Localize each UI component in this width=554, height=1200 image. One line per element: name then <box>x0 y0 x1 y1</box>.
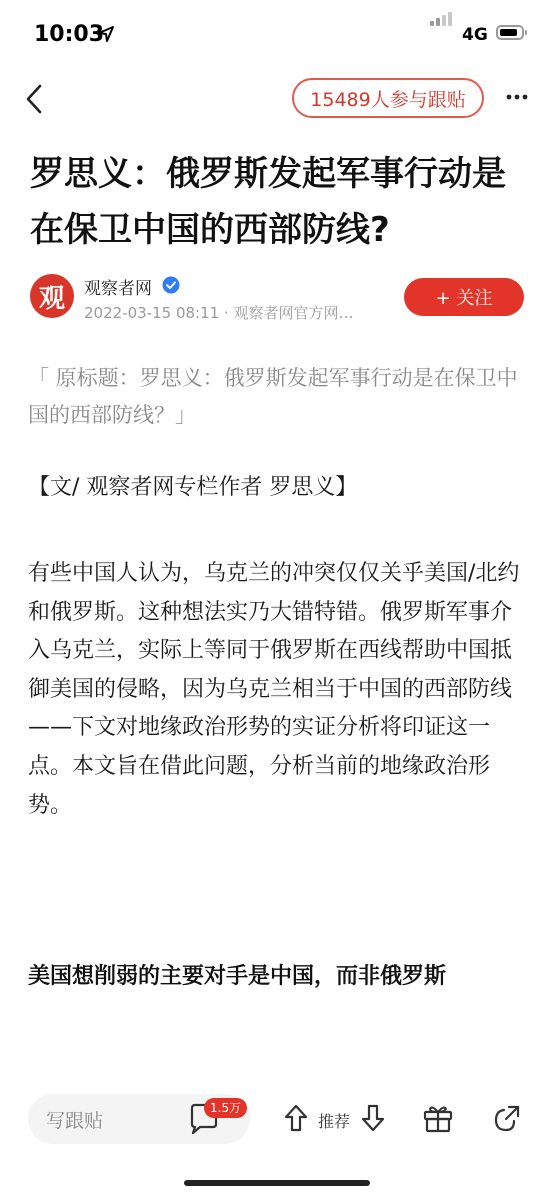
avatar-text: 观 <box>38 283 65 314</box>
author-meta: 2022-03-15 08:11 · 观察者网官方网… <box>84 304 354 322</box>
home-indicator[interactable] <box>184 1180 370 1186</box>
recommend-label: 推荐 <box>318 1112 351 1131</box>
section-heading: 美国想削弱的主要对手是中国，而非俄罗斯 <box>28 964 447 989</box>
comment-input-placeholder: 写跟贴 <box>46 1110 104 1132</box>
bottom-action-bar <box>0 1088 554 1150</box>
verified-badge-icon <box>162 276 180 294</box>
thumb-up-arrow-icon[interactable] <box>283 1103 309 1133</box>
follow-button[interactable]: + 关注 <box>404 278 524 316</box>
network-type: 4G <box>462 25 488 45</box>
thumb-down-arrow-icon[interactable] <box>360 1103 386 1133</box>
article-byline: 【文/ 观察者网专栏作者 罗思义】 <box>28 475 358 500</box>
location-arrow-icon <box>96 24 116 44</box>
author-name[interactable]: 观察者网 <box>84 279 152 299</box>
nav-bar <box>0 72 554 126</box>
comment-count-button[interactable] <box>292 78 484 118</box>
comment-count-label: 15489人参与跟贴 <box>310 88 466 111</box>
avatar[interactable] <box>30 274 74 318</box>
author-row <box>0 272 554 332</box>
original-title-quote: 「 原标题：罗思义：俄罗斯发起军事行动是在保卫中国的西部防线？」 <box>28 366 518 427</box>
more-dots-icon[interactable] <box>506 94 528 100</box>
article-paragraph: 有些中国人认为，乌克兰的冲突仅仅关乎美国/北约和俄罗斯。这种想法实乃大错特错。俄罗斯军事介入乌克兰，实际上等同于俄罗斯在西线帮助中国抵御美国的侵略，因为乌克兰相当于中国的西部防线——下文对地缘政治形势的实证分析将印证这一点。本文旨在借此问题，分析当前的地缘政治形势。 <box>28 561 520 818</box>
chevron-left-icon[interactable] <box>20 82 50 116</box>
comment-count-badge: 1.5万 <box>204 1098 247 1118</box>
share-icon[interactable] <box>492 1103 522 1133</box>
status-bar <box>0 0 554 70</box>
article-title: 罗思义：俄罗斯发起军事行动是在保卫中国的西部防线? <box>30 154 506 250</box>
battery-icon <box>496 25 524 40</box>
gift-icon[interactable] <box>422 1103 454 1133</box>
status-time: 10:03 <box>34 22 105 47</box>
